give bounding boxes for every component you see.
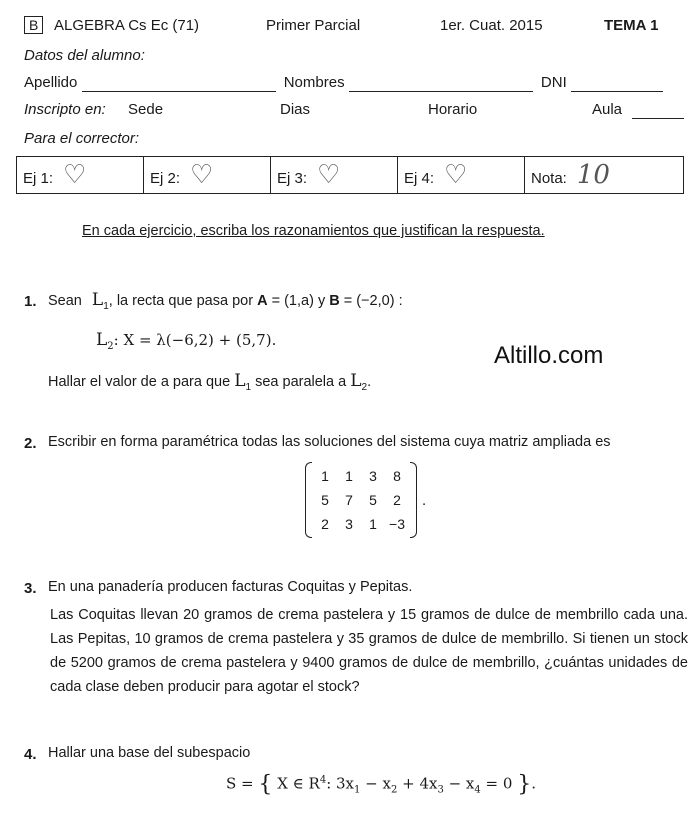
subscript: 4: [474, 784, 481, 796]
superscript: 4: [319, 774, 327, 786]
apellido-row: [24, 74, 663, 92]
matrix-bracket-left: [305, 462, 312, 538]
aula-field[interactable]: [632, 102, 684, 119]
nombres-field[interactable]: [349, 74, 533, 92]
apellido-label: Apellido: [24, 74, 78, 91]
q1-text: y: [317, 293, 326, 309]
q2-text: Escribir en forma paramétrica todas las soluciones del sistema cuya matriz ampliada es: [48, 434, 611, 450]
heart-mark: ♡: [190, 160, 214, 190]
grade-cell-ej2[interactable]: [144, 157, 271, 194]
grading-table: [16, 156, 684, 194]
grade-cell-ej1[interactable]: [17, 157, 144, 194]
subscript: 1: [103, 301, 109, 312]
tema-label: TEMA 1: [604, 17, 659, 34]
equation-end: .: [531, 774, 536, 793]
exam-title: Primer Parcial: [266, 17, 361, 34]
matrix-body: [313, 464, 409, 536]
line-symbol: L: [350, 371, 362, 391]
grade-cell-ej4[interactable]: [398, 157, 525, 194]
subscript: 2: [361, 382, 368, 393]
matrix-cell: 3: [345, 516, 353, 532]
subscript: 1: [354, 784, 361, 796]
subscript: 3: [437, 784, 444, 796]
q1-text: .: [367, 374, 372, 390]
matrix-cell: 5: [321, 492, 329, 508]
q1-text: Sean: [48, 293, 82, 309]
q4-text: Hallar una base del subespacio: [48, 745, 251, 761]
course-title: ALGEBRA Cs Ec (71): [54, 17, 200, 34]
grade-label: Ej 3:: [277, 170, 308, 187]
instruction-text: En cada ejercicio, escriba los razonamientos que justifican la respuesta.: [82, 223, 545, 239]
q1-question: [48, 371, 371, 393]
q1-text: Hallar el valor de a para que: [48, 374, 231, 390]
q1-text: , la recta que pasa por: [108, 293, 254, 309]
q3-number: 3.: [24, 580, 37, 597]
line-symbol: L: [91, 290, 104, 310]
heart-mark: ♡: [63, 160, 87, 190]
q2-number: 2.: [24, 435, 37, 452]
grade-label: Ej 4:: [404, 170, 435, 187]
grade-label: Nota:: [531, 170, 567, 187]
equation-term: − x: [360, 774, 391, 793]
aula-label: Aula: [592, 101, 623, 118]
q4-number: 4.: [24, 746, 37, 763]
q1-number: 1.: [24, 293, 37, 310]
grade-label: Ej 2:: [150, 170, 181, 187]
heart-mark: ♡: [317, 160, 341, 190]
line-symbol: L: [234, 371, 246, 391]
matrix-cell: 5: [369, 492, 377, 508]
dni-label: DNI: [540, 74, 567, 91]
q3-body: Las Coquitas llevan 20 gramos de crema pastelera y 15 gramos de dulce de membrillo cada una. Las Pepitas, 10 gramos de crema pastelera y 35 gramos de dulce de membrillo. Si tienen un stock de 5200 gramos de crema pastelera y 9400 gramos de dulce de membrillo, ¿cuántas unidades de cada clase deben producir para agotar el stock?: [50, 607, 688, 695]
matrix-bracket-right: [410, 462, 417, 538]
student-data-heading: Datos del alumno:: [24, 47, 145, 64]
corrector-heading: Para el corrector:: [24, 130, 140, 147]
matrix-cell: 1: [369, 516, 377, 532]
dias-label: Dias: [280, 101, 311, 118]
equation-term: + 4x: [397, 774, 438, 793]
version-letter-box: B: [24, 16, 43, 34]
matrix-cell: 1: [321, 468, 329, 484]
subscript: 1: [245, 382, 252, 393]
sede-label: Sede: [128, 101, 164, 118]
matrix-cell: 2: [321, 516, 329, 532]
horario-label: Horario: [428, 101, 478, 118]
point-a-value: = (1,a): [271, 293, 314, 309]
matrix-cell: 1: [345, 468, 353, 484]
grade-cell-nota[interactable]: [525, 157, 684, 194]
point-a: A: [257, 293, 268, 309]
matrix-cell: 7: [345, 492, 353, 508]
watermark-text: Altillo.com: [494, 342, 604, 369]
q1-text: sea paralela a: [255, 374, 347, 390]
q1-text: :: [398, 293, 403, 309]
nombres-label: Nombres: [283, 74, 345, 91]
brace-close: }: [517, 772, 532, 797]
term-label: 1er. Cuat. 2015: [440, 17, 543, 34]
augmented-matrix: [305, 462, 417, 538]
subscript: 2: [390, 784, 398, 796]
matrix-cell: 8: [393, 468, 401, 484]
subspace-symbol: S =: [226, 774, 254, 793]
dni-field[interactable]: [571, 74, 663, 92]
l2-equation: [96, 330, 276, 352]
heart-mark: ♡: [444, 160, 468, 190]
subspace-definition: [226, 772, 536, 797]
l2-formula: : X = λ(−6,2) + (5,7).: [113, 331, 277, 349]
grade-label: Ej 1:: [23, 170, 54, 187]
equation-term: : 3x: [326, 774, 355, 793]
brace-open: {: [258, 772, 273, 797]
q3-intro: En una panadería producen facturas Coquitas y Pepitas.: [48, 579, 413, 595]
final-grade-mark: 10: [576, 160, 610, 190]
point-b-value: = (−2,0): [343, 293, 395, 309]
inscripto-label: Inscripto en:: [24, 101, 106, 118]
matrix-cell: 3: [369, 468, 377, 484]
point-b: B: [329, 293, 340, 309]
equation-term: = 0: [480, 774, 513, 793]
grade-cell-ej3[interactable]: [271, 157, 398, 194]
apellido-field[interactable]: [82, 74, 276, 92]
set-element: X ∈ R: [277, 774, 320, 793]
subscript: 2: [107, 341, 114, 352]
line-symbol: L: [96, 330, 108, 350]
q2-end: .: [422, 492, 427, 509]
q1-statement: [48, 290, 403, 312]
matrix-cell: 2: [393, 492, 401, 508]
equation-term: − x: [443, 774, 475, 793]
matrix-cell: −3: [389, 516, 405, 532]
